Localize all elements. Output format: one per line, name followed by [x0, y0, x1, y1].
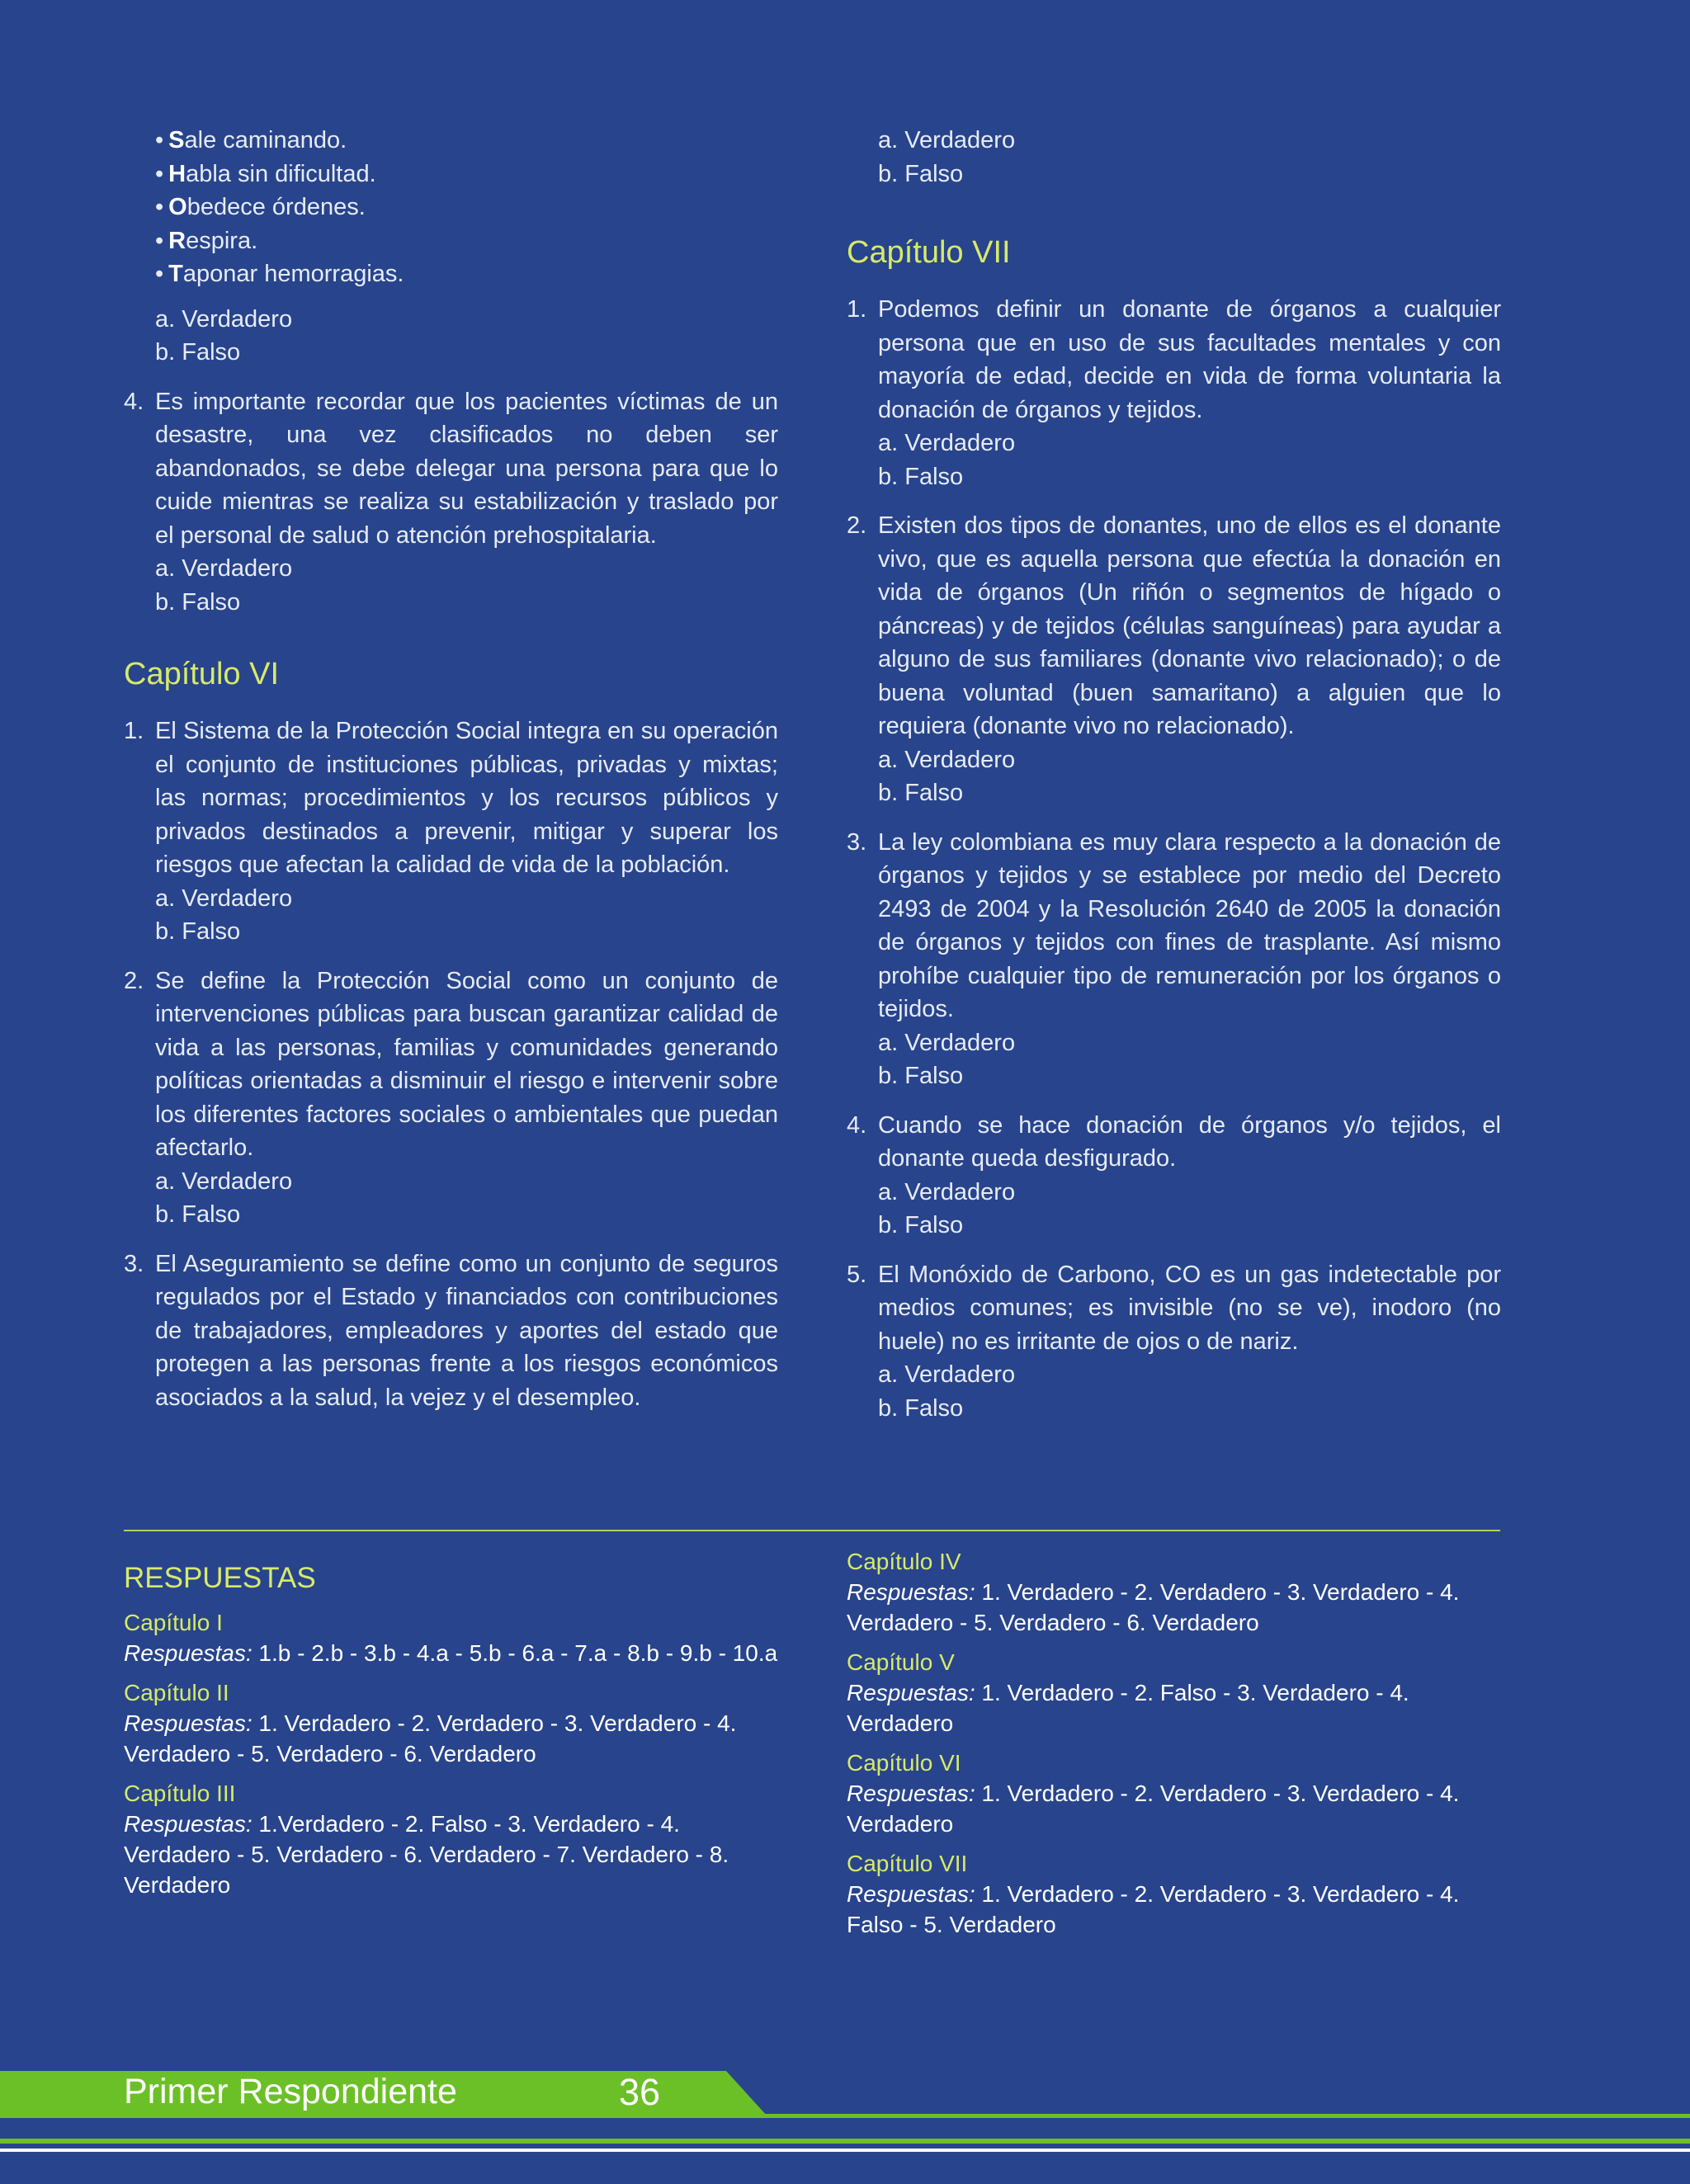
answer-text: Respuestas: 1. Verdadero - 2. Verdadero - 3. Verdadero - 4. Falso - 5. Verdadero	[847, 1881, 1460, 1937]
question-item	[847, 509, 1501, 810]
option-true: a. Verdadero	[878, 1029, 1016, 1056]
question-number: 1.	[124, 718, 144, 744]
chapter-heading: Capítulo VI	[124, 657, 279, 691]
answer-chapter-label: Capítulo VI	[847, 1750, 961, 1776]
question-number: 2.	[124, 967, 144, 994]
question-number: 3.	[124, 1250, 144, 1277]
question-number: 4.	[124, 388, 144, 415]
question-text: Existen dos tipos de donantes, uno de ellos es el donante vivo, que es aquella persona que efectúa la donación en vida de órganos (Un riñón o segmentos de hígado o páncreas) y de tejidos (células sanguíneas) para ayudar a alguno de sus familiares (donante vivo relacionado); o de buena voluntad (buen samaritano) a alguien que lo requiera (donante vivo no relacionado).	[878, 512, 1501, 739]
answer-text: Respuestas: 1. Verdadero - 2. Verdadero - 3. Verdadero - 4. Verdadero	[847, 1781, 1460, 1837]
footer-stripe	[0, 2139, 1690, 2144]
answer-text: Respuestas: 1. Verdadero - 2. Verdadero - 3. Verdadero - 4. Verdadero - 5. Verdadero - 6. Verdadero	[847, 1579, 1460, 1635]
list-item: • Taponar hemorragias.	[155, 261, 404, 287]
answer-options	[124, 303, 778, 370]
list-item: • Respira.	[155, 227, 258, 254]
list-item: • Sale caminando.	[155, 127, 347, 153]
answers-left	[124, 1559, 784, 1909]
question-text: El Monóxido de Carbono, CO es un gas indetectable por medios comunes; es invisible (no se ve), inodoro (no huele) no es irritante de ojos o de nariz.	[878, 1261, 1501, 1355]
mnemonic-list	[155, 124, 778, 291]
question-text: Es importante recordar que los pacientes víctimas de un desastre, una vez clasificados no deben ser abandonados, se debe delegar una persona para que lo cuide mientras se realiza su estabilización y traslado por el personal de salud o atención prehospitalaria.	[155, 388, 778, 549]
option-false: b. Falso	[878, 1063, 964, 1089]
question-item	[124, 385, 778, 620]
option-true: a. Verdadero	[878, 1178, 1016, 1205]
answer-chapter-label: Capítulo II	[124, 1680, 229, 1705]
page-number: 36	[619, 2071, 661, 2113]
answer-chapter-label: Capítulo IV	[847, 1549, 961, 1574]
question-text: El Aseguramiento se define como un conjunto de seguros regulados por el Estado y financiados con contribuciones de trabajadores, empleadores y aportes del estado que protegen a las personas frente a los riesgos económicos asociados a la salud, la vejez y el desempleo.	[155, 1250, 778, 1411]
question-number: 5.	[847, 1261, 867, 1288]
option-true: a. Verdadero	[155, 884, 293, 912]
left-column	[124, 124, 778, 1414]
option-false: b. Falso	[878, 160, 964, 187]
option-false: b. Falso	[878, 1394, 964, 1422]
option-true: a. Verdadero	[155, 1167, 293, 1195]
option-true: a. Verdadero	[878, 1361, 1016, 1388]
option-true: a. Verdadero	[878, 430, 1016, 456]
question-text: El Sistema de la Protección Social integra en su operación el conjunto de instituciones públicas, privadas y mixtas; las normas; procedimientos y los recursos públicos y privados destinados a prevenir, mitigar y superar los riesgos que afectan la calidad de vida de la población.	[155, 718, 778, 878]
question-text: La ley colombiana es muy clara respecto a la donación de órganos y tejidos y se establece por medio del Decreto 2493 de 2004 y la Resolución 2640 de 2005 la donación de órganos y tejidos con fines de trasplante. Así mismo prohíbe cualquier tipo de remuneración por los órganos o tejidos.	[878, 828, 1501, 1022]
question-item	[847, 826, 1501, 1093]
question-text: Se define la Protección Social como un conjunto de intervenciones públicas para buscan garantizar calidad de vida a las personas, familias y comunidades generando políticas orientadas a disminuir el riesgo e intervenir sobre los diferentes factores sociales o ambientales que puedan afectarlo.	[155, 967, 778, 1161]
question-number: 1.	[847, 296, 867, 323]
answer-chapter-label: Capítulo I	[124, 1610, 223, 1635]
answer-text: Respuestas: 1.b - 2.b - 3.b - 4.a - 5.b - 6.a - 7.a - 8.b - 9.b - 10.a	[124, 1640, 778, 1666]
option-true: a. Verdadero	[878, 746, 1016, 773]
answer-text: Respuestas: 1.Verdadero - 2. Falso - 3. Verdadero - 4. Verdadero - 5. Verdadero - 6. Verdadero - 7. Verdadero - 8. Verdadero	[124, 1811, 729, 1898]
answers-right	[847, 1546, 1507, 1949]
question-item	[124, 965, 778, 1232]
list-item: • Habla sin dificultad.	[155, 160, 376, 187]
question-number: 2.	[847, 512, 867, 539]
question-text: Cuando se hace donación de órganos y/o tejidos, el donante queda desfigurado.	[878, 1111, 1501, 1172]
answer-options	[847, 124, 1501, 191]
footer-stripe	[0, 2149, 1690, 2152]
question-number: 4.	[847, 1111, 867, 1139]
option-true: a. Verdadero	[155, 305, 293, 333]
answer-text: Respuestas: 1. Verdadero - 2. Falso - 3. Verdadero - 4. Verdadero	[847, 1680, 1409, 1736]
option-false: b. Falso	[878, 1212, 964, 1238]
question-text: Podemos definir un donante de órganos a cualquier persona que en uso de sus facultades mentales y con mayoría de edad, decide en vida de forma voluntaria la donación de órganos y tejidos.	[878, 296, 1501, 423]
option-true: a. Verdadero	[878, 127, 1016, 153]
footer-stripe	[0, 2114, 1690, 2118]
option-false: b. Falso	[878, 780, 964, 806]
footer-title: Primer Respondiente	[124, 2072, 457, 2111]
option-false: b. Falso	[155, 339, 241, 366]
question-item	[124, 1248, 778, 1415]
answer-text: Respuestas: 1. Verdadero - 2. Verdadero - 3. Verdadero - 4. Verdadero - 5. Verdadero - 6. Verdadero	[124, 1710, 737, 1767]
list-item: • Obedece órdenes.	[155, 194, 366, 220]
question-item	[847, 1109, 1501, 1243]
question-item	[847, 1258, 1501, 1426]
option-false: b. Falso	[155, 918, 241, 945]
option-true: a. Verdadero	[155, 555, 293, 582]
right-column	[847, 124, 1501, 1425]
option-false: b. Falso	[155, 588, 241, 616]
option-false: b. Falso	[878, 463, 964, 490]
question-item	[124, 715, 778, 949]
chapter-heading: Capítulo VII	[847, 235, 1011, 270]
answer-chapter-label: Capítulo V	[847, 1649, 955, 1675]
question-item	[847, 293, 1501, 493]
answer-chapter-label: Capítulo III	[124, 1781, 236, 1806]
answer-chapter-label: Capítulo VII	[847, 1851, 968, 1876]
section-divider	[124, 1530, 1500, 1531]
answers-title: RESPUESTAS	[124, 1562, 316, 1594]
option-false: b. Falso	[155, 1201, 241, 1228]
question-number: 3.	[847, 828, 867, 856]
